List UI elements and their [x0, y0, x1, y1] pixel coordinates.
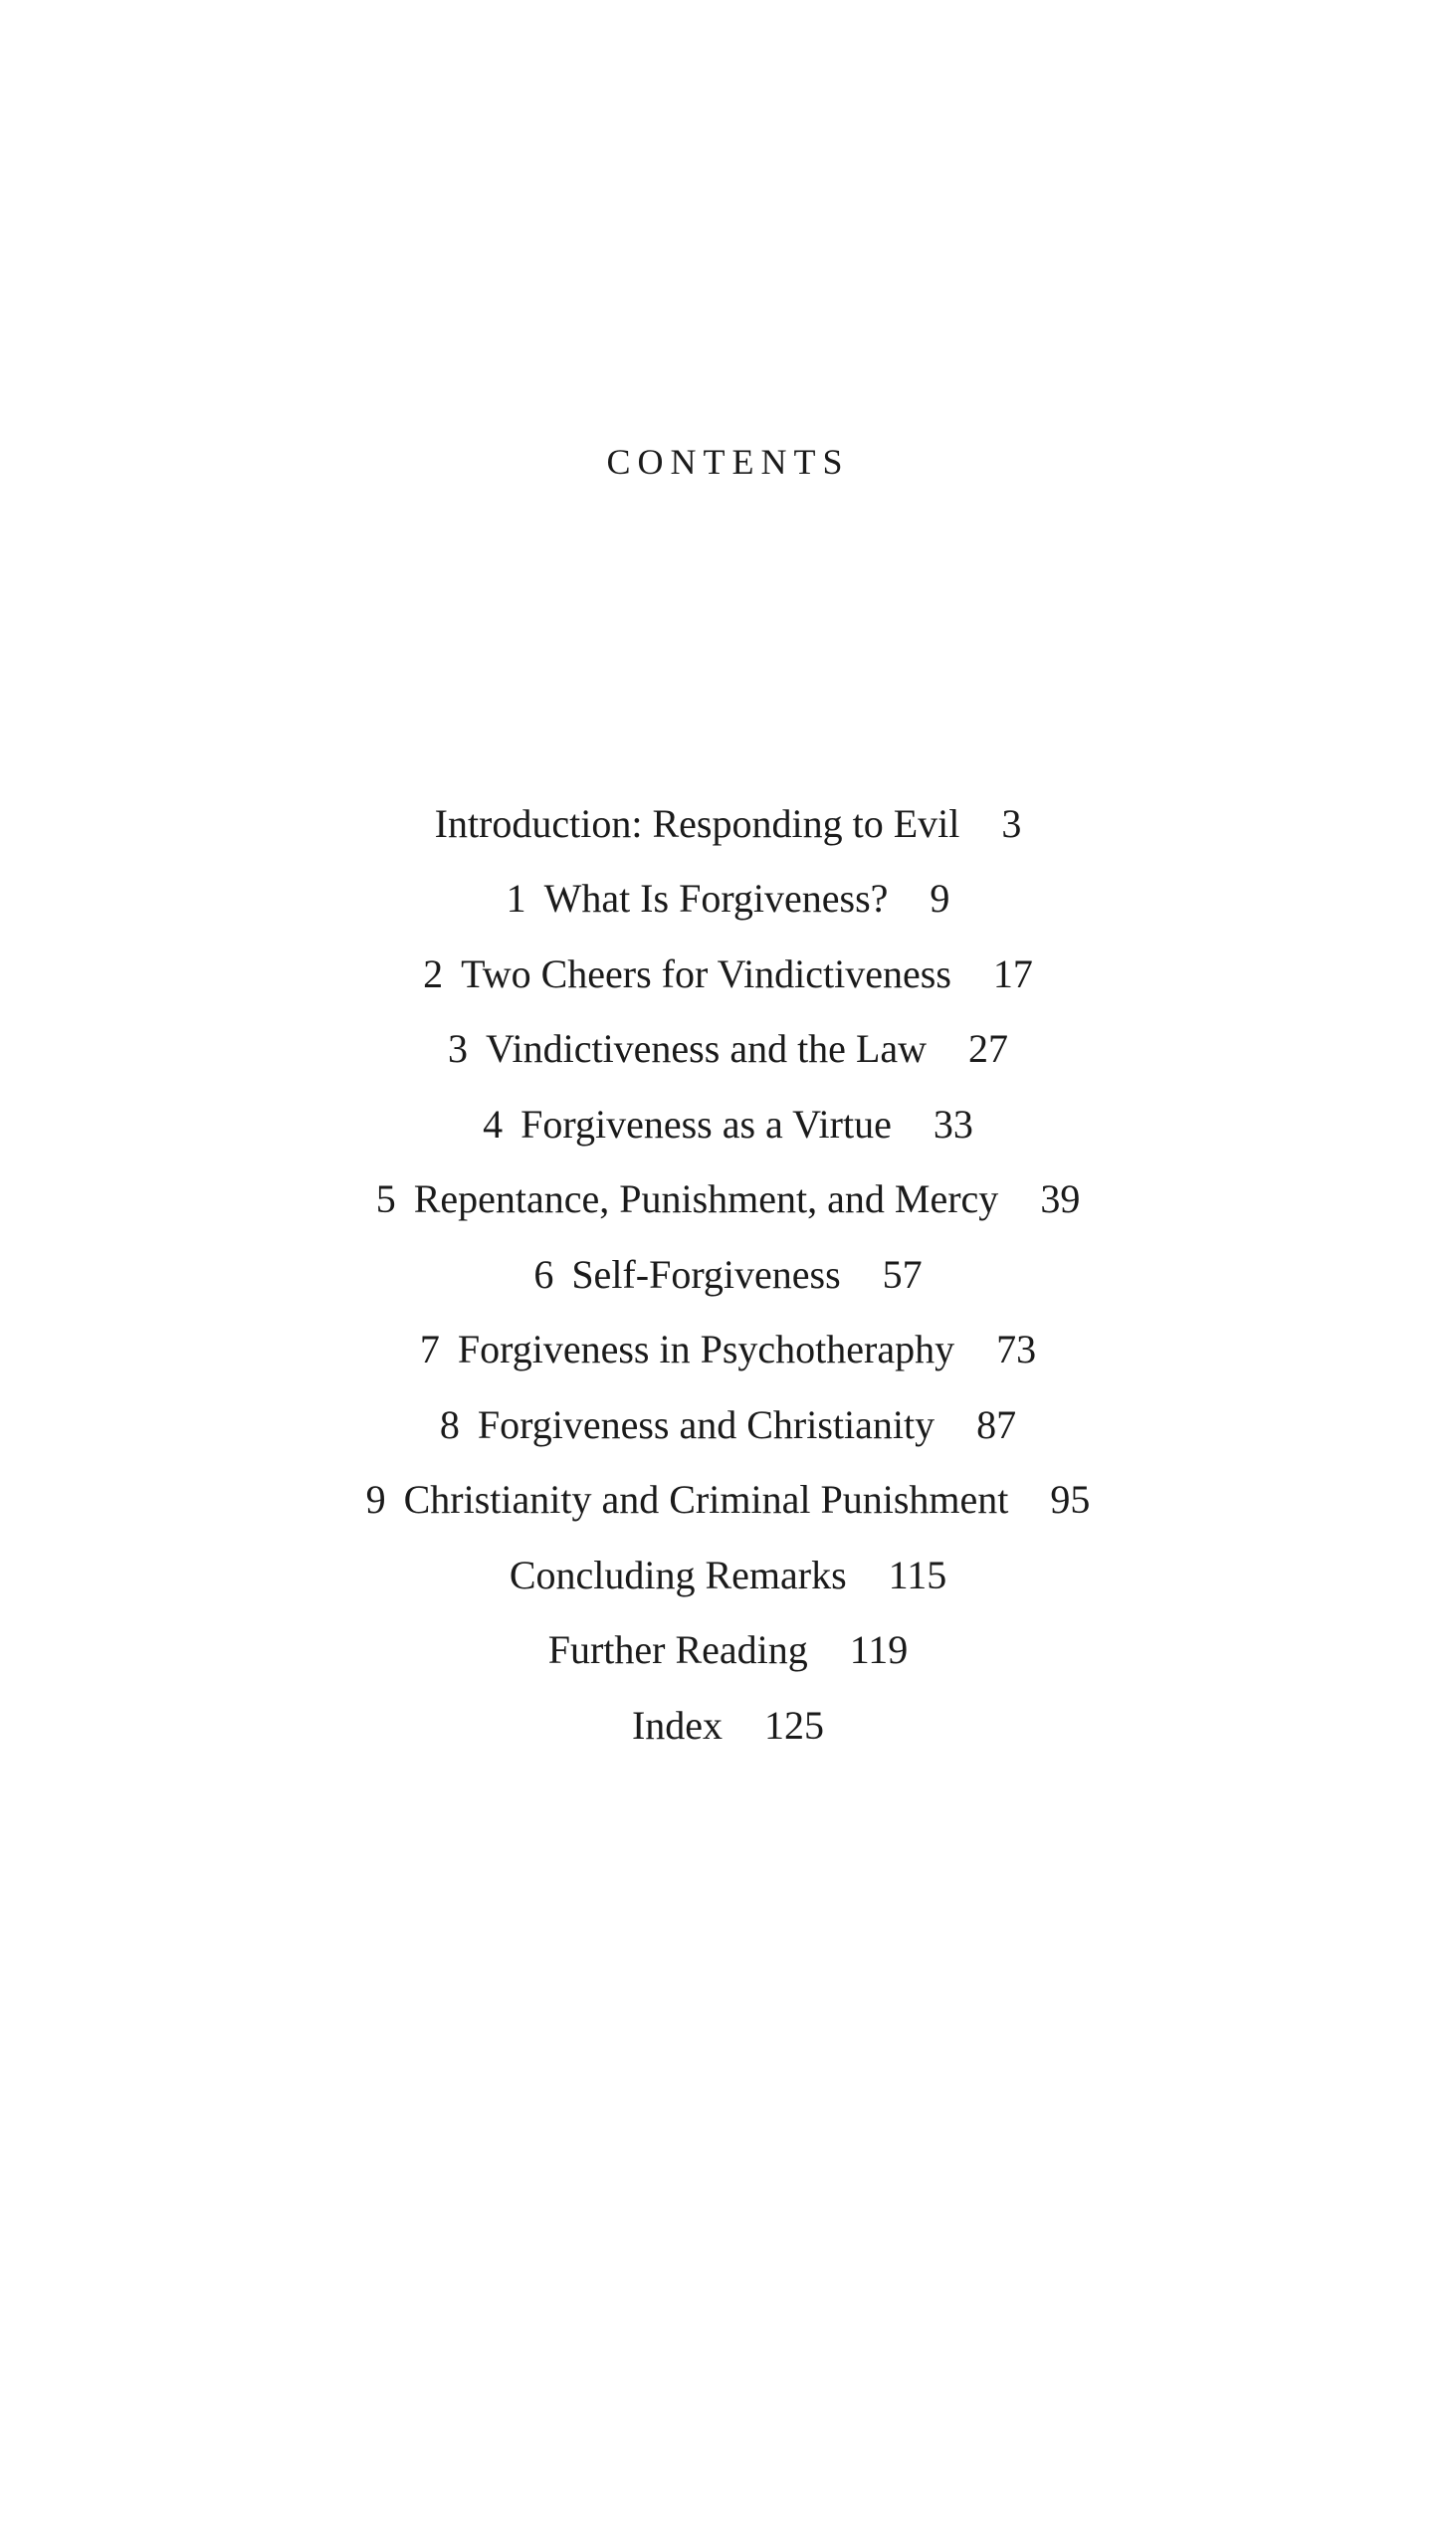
page-number: 57: [882, 1251, 923, 1297]
chapter-title: Index: [631, 1702, 724, 1748]
chapter-title: Two Cheers for Vindictiveness: [461, 950, 951, 996]
chapter-title: Repentance, Punishment, and Mercy: [413, 1176, 999, 1222]
chapter-title: Concluding Remarks: [509, 1552, 847, 1597]
toc-entry: [0, 1162, 1456, 1238]
chapter-title: Self-Forgiveness: [571, 1251, 841, 1297]
toc-entry: [0, 1613, 1456, 1689]
toc-entry: [0, 1463, 1456, 1539]
chapter-number: 3: [447, 1026, 468, 1072]
toc-entry: [0, 937, 1456, 1012]
page-number: 17: [992, 950, 1033, 996]
chapter-number: 7: [419, 1327, 440, 1372]
toc-entry: [0, 1087, 1456, 1162]
toc-entry: [0, 1313, 1456, 1388]
page-number: 87: [976, 1401, 1017, 1447]
toc-entry: [0, 1012, 1456, 1088]
page-number: 27: [968, 1026, 1009, 1072]
toc-entry: [0, 1237, 1456, 1313]
page-number: 95: [1050, 1477, 1091, 1523]
chapter-title: Christianity and Criminal Punishment: [403, 1477, 1009, 1523]
page-number: 39: [1040, 1176, 1081, 1222]
chapter-number: 2: [423, 950, 444, 996]
contents-heading: CONTENTS: [606, 442, 850, 482]
page-number: 33: [933, 1101, 973, 1147]
toc-entry: [0, 786, 1456, 862]
chapter-title: Vindictiveness and the Law: [485, 1026, 928, 1072]
page-number: 9: [930, 876, 950, 922]
chapter-number: 9: [365, 1477, 386, 1523]
page-number: 3: [1001, 800, 1022, 846]
chapter-number: 6: [533, 1251, 554, 1297]
toc-entry: [0, 862, 1456, 938]
chapter-number: 1: [506, 876, 526, 922]
chapter-title: What Is Forgiveness?: [543, 876, 889, 922]
chapter-title: Further Reading: [547, 1627, 808, 1673]
chapter-number: 4: [483, 1101, 504, 1147]
chapter-title: Forgiveness and Christianity: [477, 1401, 936, 1447]
toc-entry: [0, 1538, 1456, 1613]
toc-entry: [0, 1387, 1456, 1463]
toc-entry: [0, 1688, 1456, 1764]
chapter-number: 8: [439, 1401, 460, 1447]
page-number: 115: [888, 1552, 947, 1597]
chapter-title: Introduction: Responding to Evil: [434, 800, 960, 846]
page-number: 73: [996, 1327, 1037, 1372]
chapter-title: Forgiveness in Psychotheraphy: [457, 1327, 955, 1372]
table-of-contents: [0, 786, 1456, 1764]
page-number: 125: [764, 1702, 825, 1748]
chapter-number: 5: [375, 1176, 396, 1222]
chapter-title: Forgiveness as a Virtue: [520, 1101, 892, 1147]
page-number: 119: [849, 1627, 909, 1673]
